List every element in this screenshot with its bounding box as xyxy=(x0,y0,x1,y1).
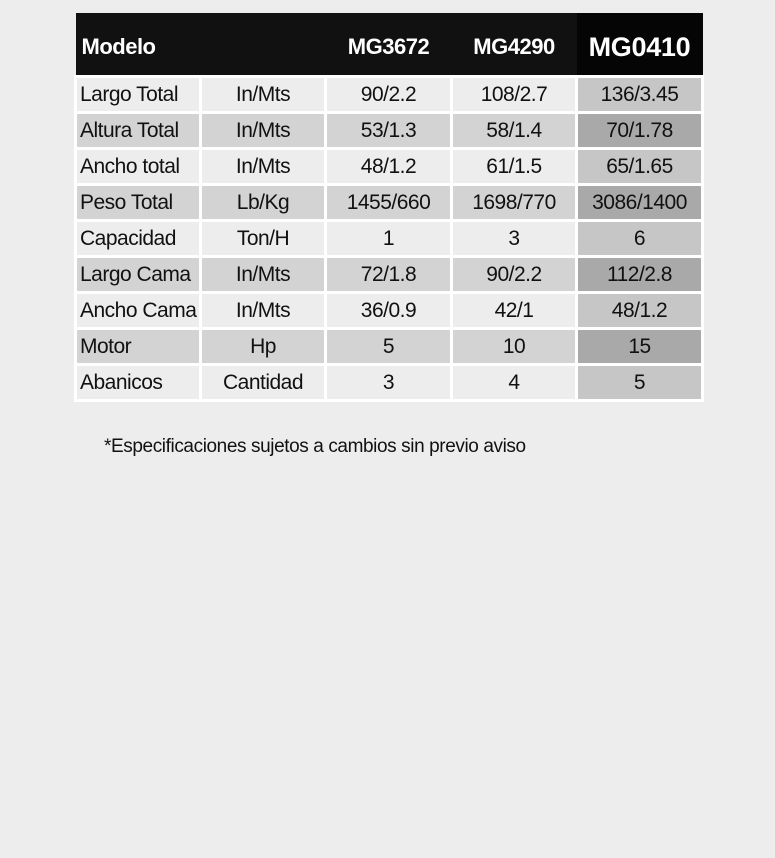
row-label: Peso Total xyxy=(76,185,201,221)
table-row xyxy=(76,293,703,329)
table-row xyxy=(76,257,703,293)
value-cell-model-1: 90/2.2 xyxy=(326,77,452,113)
value-cell-model-1: 48/1.2 xyxy=(326,149,452,185)
table-row xyxy=(76,77,703,113)
value-cell-model-3: 112/2.8 xyxy=(577,257,703,293)
header-model-3: MG0410 xyxy=(577,13,703,77)
value-cell-model-3: 136/3.45 xyxy=(577,77,703,113)
value-cell-model-3: 6 xyxy=(577,221,703,257)
header-unit xyxy=(201,13,326,77)
header-label: Modelo xyxy=(76,13,201,77)
row-label: Altura Total xyxy=(76,113,201,149)
table-row xyxy=(76,221,703,257)
header-row xyxy=(76,13,703,77)
spec-table xyxy=(74,13,704,402)
row-unit: In/Mts xyxy=(201,113,326,149)
value-cell-model-1: 3 xyxy=(326,365,452,401)
row-label: Ancho Cama xyxy=(76,293,201,329)
row-label: Ancho total xyxy=(76,149,201,185)
row-unit: Ton/H xyxy=(201,221,326,257)
value-cell-model-1: 5 xyxy=(326,329,452,365)
value-cell-model-2: 1698/770 xyxy=(452,185,577,221)
header-model-2: MG4290 xyxy=(452,13,577,77)
value-cell-model-2: 42/1 xyxy=(452,293,577,329)
value-cell-model-3: 3086/1400 xyxy=(577,185,703,221)
row-unit: Hp xyxy=(201,329,326,365)
value-cell-model-3: 65/1.65 xyxy=(577,149,703,185)
row-unit: In/Mts xyxy=(201,293,326,329)
value-cell-model-3: 5 xyxy=(577,365,703,401)
value-cell-model-2: 3 xyxy=(452,221,577,257)
value-cell-model-2: 90/2.2 xyxy=(452,257,577,293)
disclaimer-note: *Especificaciones sujetos a cambios sin previo aviso xyxy=(104,436,526,457)
table-row xyxy=(76,365,703,401)
row-label: Largo Cama xyxy=(76,257,201,293)
value-cell-model-1: 36/0.9 xyxy=(326,293,452,329)
row-unit: Lb/Kg xyxy=(201,185,326,221)
table-row xyxy=(76,185,703,221)
value-cell-model-1: 53/1.3 xyxy=(326,113,452,149)
row-unit: In/Mts xyxy=(201,149,326,185)
value-cell-model-3: 48/1.2 xyxy=(577,293,703,329)
value-cell-model-2: 58/1.4 xyxy=(452,113,577,149)
row-label: Largo Total xyxy=(76,77,201,113)
row-unit: In/Mts xyxy=(201,77,326,113)
row-unit: In/Mts xyxy=(201,257,326,293)
value-cell-model-3: 70/1.78 xyxy=(577,113,703,149)
row-label: Capacidad xyxy=(76,221,201,257)
value-cell-model-3: 15 xyxy=(577,329,703,365)
value-cell-model-1: 72/1.8 xyxy=(326,257,452,293)
header-model-1: MG3672 xyxy=(326,13,452,77)
table-row xyxy=(76,149,703,185)
row-label: Abanicos xyxy=(76,365,201,401)
value-cell-model-2: 61/1.5 xyxy=(452,149,577,185)
spec-body xyxy=(76,77,703,401)
table-row xyxy=(76,329,703,365)
value-cell-model-1: 1455/660 xyxy=(326,185,452,221)
table-row xyxy=(76,113,703,149)
value-cell-model-1: 1 xyxy=(326,221,452,257)
value-cell-model-2: 10 xyxy=(452,329,577,365)
value-cell-model-2: 4 xyxy=(452,365,577,401)
row-unit: Cantidad xyxy=(201,365,326,401)
row-label: Motor xyxy=(76,329,201,365)
value-cell-model-2: 108/2.7 xyxy=(452,77,577,113)
